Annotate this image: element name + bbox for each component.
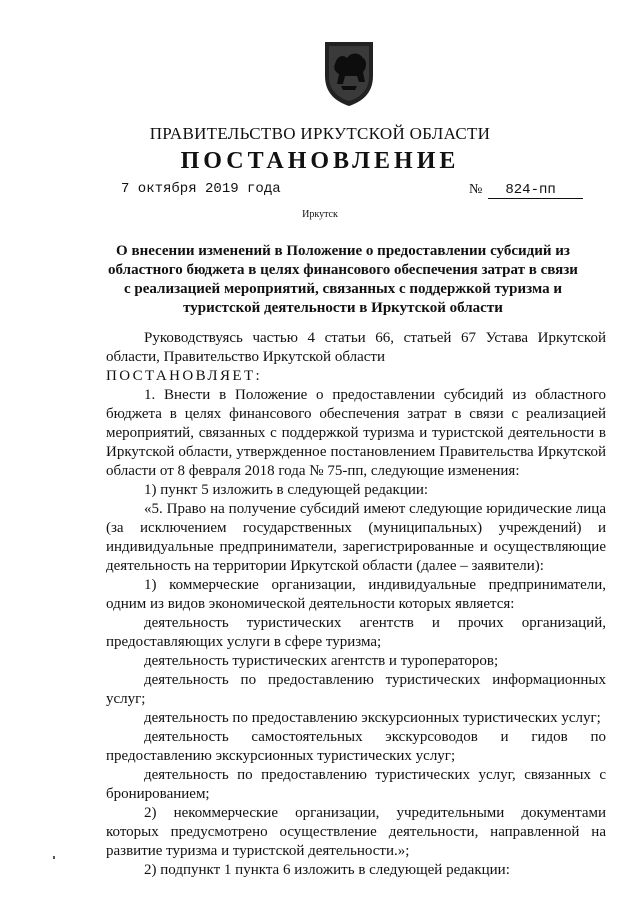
document-number-row (469, 182, 583, 199)
paragraph: деятельность по предоставлению туристических информационных услуг; (106, 672, 606, 707)
coat-of-arms-emblem (321, 38, 377, 108)
paragraph: деятельность самостоятельных экскурсоводов и гидов по предоставлению экскурсионных туристических услуг; (106, 729, 606, 764)
paragraph: деятельность по предоставлению туристических услуг, связанных с бронированием; (106, 767, 606, 802)
paragraph: 1) коммерческие организации, индивидуальные предприниматели, одним из видов экономической деятельности которых является: (106, 577, 606, 612)
government-name: ПРАВИТЕЛЬСТВО ИРКУТСКОЙ ОБЛАСТИ (149, 124, 491, 143)
paragraph: 2) подпункт 1 пункта 6 изложить в следующей редакции: (144, 862, 510, 878)
scan-mark (53, 856, 55, 859)
paragraph: «5. Право на получение субсидий имеют следующие юридические лица (за исключением государственных (муниципальных) учреждений) и индивидуальные предприниматели, зарегистрированные и осуществляющие деятельность на территории Иркутской области (далее – заявители): (106, 501, 606, 574)
city-name: Иркутск (302, 209, 338, 220)
document-number: 824-пп (488, 182, 583, 199)
paragraph: Руководствуясь частью 4 статьи 66, статьей 67 Устава Иркутской области, Правительство Иркутской области (106, 330, 606, 365)
paragraph: 2) некоммерческие организации, учредительными документами которых предусмотрено осуществление деятельности, направленной на развитие туризма и туристской деятельности.»; (106, 805, 606, 859)
paragraph: деятельность по предоставлению экскурсионных туристических услуг; (144, 710, 601, 726)
paragraph-resolves: ПОСТАНОВЛЯЕТ: (106, 368, 263, 384)
document-body (106, 329, 606, 880)
paragraph: деятельность туристических агентств и прочих организаций, предоставляющих услуги в сфере туризма; (106, 615, 606, 650)
paragraph: 1) пункт 5 изложить в следующей редакции: (144, 482, 429, 498)
document-type: ПОСТАНОВЛЕНИЕ (180, 148, 460, 174)
paragraph: деятельность туристических агентств и туроператоров; (144, 653, 499, 669)
document-date: 7 октября 2019 года (121, 181, 281, 197)
paragraph: 1. Внести в Положение о предоставлении субсидий из областного бюджета в целях финансового обеспечения затрат в связи с реализацией мероприятий, связанных с поддержкой туризма и туристской деятельности в Иркутской области, утвержденное постановлением Правительства Иркутской области от 8 февраля 2018 года № 75-пп, следующие изменения: (106, 387, 606, 479)
document-title: О внесении изменений в Положение о предоставлении субсидий из областного бюджета в целях финансового обеспечения затрат в связи с реализацией мероприятий, связанных с поддержкой туризма и туристской деятельности в Иркутской области (108, 243, 578, 316)
number-sign: № (469, 182, 483, 197)
